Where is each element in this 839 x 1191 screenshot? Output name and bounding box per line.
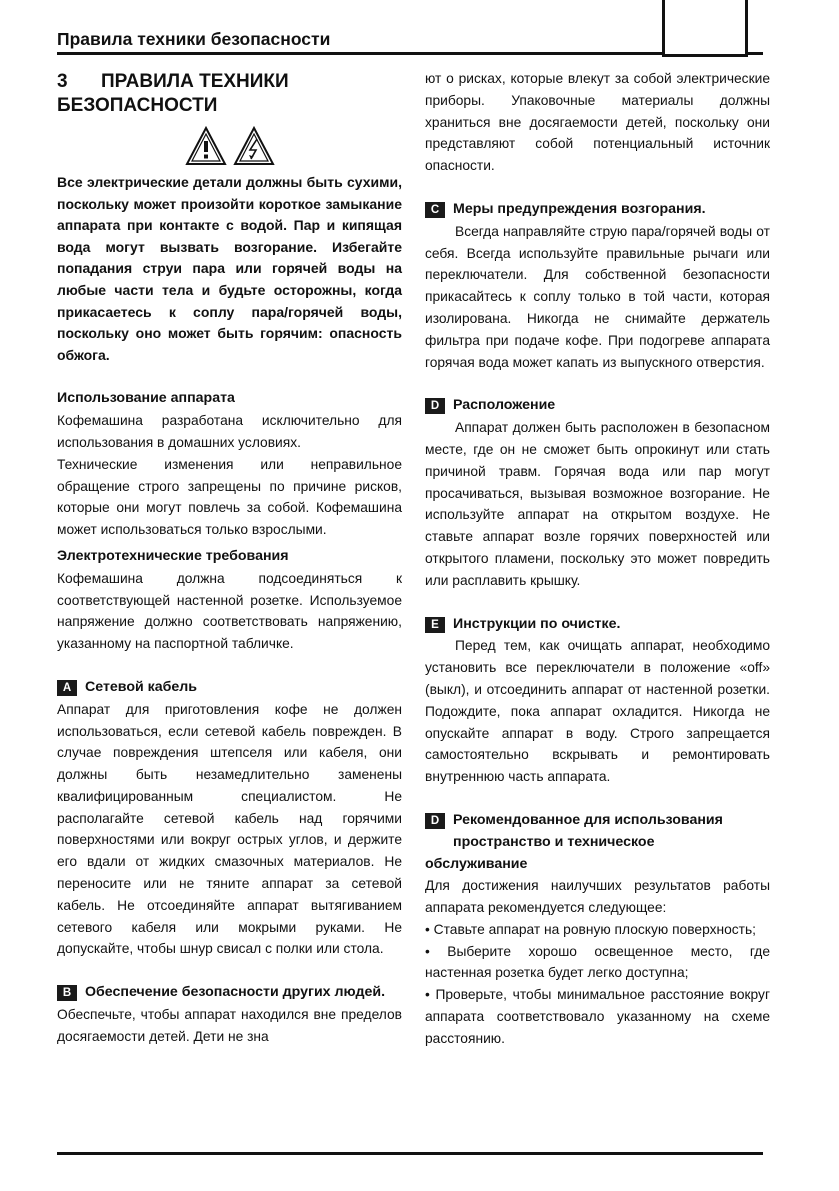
electrical-paragraph: Кофемашина должна подсоединяться к соответствующей настенной розетке. Используемое напряжение должно соответствовать напряжению, указанному на паспортной табличке.	[57, 570, 402, 652]
right-column	[425, 68, 770, 1050]
section-a-text: Аппарат для приготовления кофе не должен использоваться, если сетевой кабель поврежден. В случае повреждения штепселя или кабеля, они должны быть незамедлительно заменены квалифицированным специалистом. Не располагайте сетевой кабель над горячими поверхностями или вокруг острых углов, и держите его вдали от жидких смазочных материалов. Не переносите или не тяните аппарат за сетевой кабель. Не отсоединяйте аппарат вытягиванием сетевого кабеля или мокрыми руками. Не допускайте, чтобы шнур свисал с полки или стола.	[57, 701, 402, 957]
chapter-heading: ПРАВИЛА ТЕХНИКИ БЕЗОПАСНОСТИ	[57, 71, 289, 116]
section-b-heading	[57, 982, 402, 1004]
section-c-text: Всегда направляйте струю пара/горячей воды от себя. Всегда используйте правильные рычаги или переключатели. Для собственной безопасности прикасайтесь к соплу только в той части, которая изолирована. Никогда не снимайте держатель фильтра при подаче кофе. При подогреве аппарата горячая вода может капать из выпускного отверстия.	[425, 223, 770, 370]
chapter-number: 3	[57, 71, 68, 92]
section-d-heading	[425, 395, 770, 417]
section-a-badge: A	[57, 680, 77, 696]
electrical-heading: Электротехнические требования	[57, 547, 289, 564]
warning-icons	[57, 126, 402, 166]
section-e-text: Перед тем, как очищать аппарат, необходимо установить все переключатели в положение «off» (выкл), и отсоединить аппарат от настенной розетки. Подождите, пока аппарат охладится. Никогда не опускайте аппарат в воду. Строго запрещается самостоятельно вскрывать и ремонтировать внутреннюю часть аппарата.	[425, 638, 770, 785]
section-d-badge: D	[425, 398, 445, 414]
section-f-heading	[425, 810, 770, 854]
section-b-title: Обеспечение безопасности других людей.	[85, 984, 386, 1001]
section-f-bullet: • Ставьте аппарат на ровную плоскую поверхность;	[425, 921, 757, 937]
section-b-text-start: Обеспечьте, чтобы аппарат находился вне пределов досягаемости детей. Дети не зна	[57, 1007, 402, 1044]
section-f-title-end: обслуживание	[425, 855, 528, 872]
section-f-badge: D	[425, 813, 445, 829]
header-rule	[57, 52, 763, 55]
exclamation-warning-icon	[185, 126, 227, 166]
footer-rule	[57, 1152, 763, 1155]
usage-heading: Использование аппарата	[57, 390, 235, 407]
section-a-title: Сетевой кабель	[85, 678, 198, 695]
section-b-text-continued: ют о рисках, которые влекут за собой электрические приборы. Упаковочные материалы должны храниться вне досягаемости детей, поскольку они представляют собой потенциальный источник опасности.	[425, 71, 770, 174]
usage-paragraph-2: Технические изменения или неправильное обращение строго запрещены по причине рисков, которые они могут повлечь за собой. Кофемашина может использоваться только взрослыми.	[57, 456, 402, 538]
chapter-title	[57, 70, 402, 118]
section-a-heading	[57, 677, 402, 699]
page-number-tab	[662, 0, 748, 57]
section-c-heading	[425, 199, 770, 221]
section-e-heading	[425, 614, 770, 636]
section-f-intro: Для достижения наилучших результатов работы аппарата рекомендуется следующее:	[425, 878, 770, 916]
left-column	[57, 68, 402, 1048]
section-d-title: Расположение	[453, 397, 556, 414]
section-e-title: Инструкции по очистке.	[453, 615, 621, 632]
electric-shock-warning-icon	[233, 126, 275, 166]
section-c-title: Меры предупреждения возгорания.	[453, 200, 706, 217]
section-e-badge: E	[425, 617, 445, 633]
section-f-bullet: • Проверьте, чтобы минимальное расстояние вокруг аппарата соответствовало указанному на схеме расстоянию.	[425, 987, 770, 1046]
section-f-title: Рекомендованное для использования пространство и техническое	[453, 811, 723, 850]
electrical-warning-text: Все электрические детали должны быть сухими, поскольку может произойти короткое замыкание аппарата при контакте с водой. Пар и кипящая вода могут вызвать возгорание. Избегайте попадания струи пара или горячей воды на любые части тела и будьте осторожны, когда прикасаетесь к соплу пара/горячей воды, поскольку оно может быть горячим: опасность обжога.	[57, 174, 402, 363]
section-d-text: Аппарат должен быть расположен в безопасном месте, где он не сможет быть опрокинут или стать причиной травм. Горячая вода или пар могут просачиваться, вызывая возможное возгорание. Не используйте аппарат на открытом воздухе. Не ставьте аппарат возле горячих поверхностей или открытого пламени, поскольку это может повредить или расплавить крышку.	[425, 420, 770, 588]
section-f-bullet: • Выберите хорошо освещенное место, где настенная розетка будет легко доступна;	[425, 943, 770, 981]
section-b-badge: B	[57, 985, 77, 1001]
running-header: Правила техники безопасности	[57, 29, 331, 49]
usage-paragraph-1: Кофемашина разработана исключительно для использования в домашних условиях.	[57, 413, 402, 450]
section-c-badge: C	[425, 202, 445, 218]
